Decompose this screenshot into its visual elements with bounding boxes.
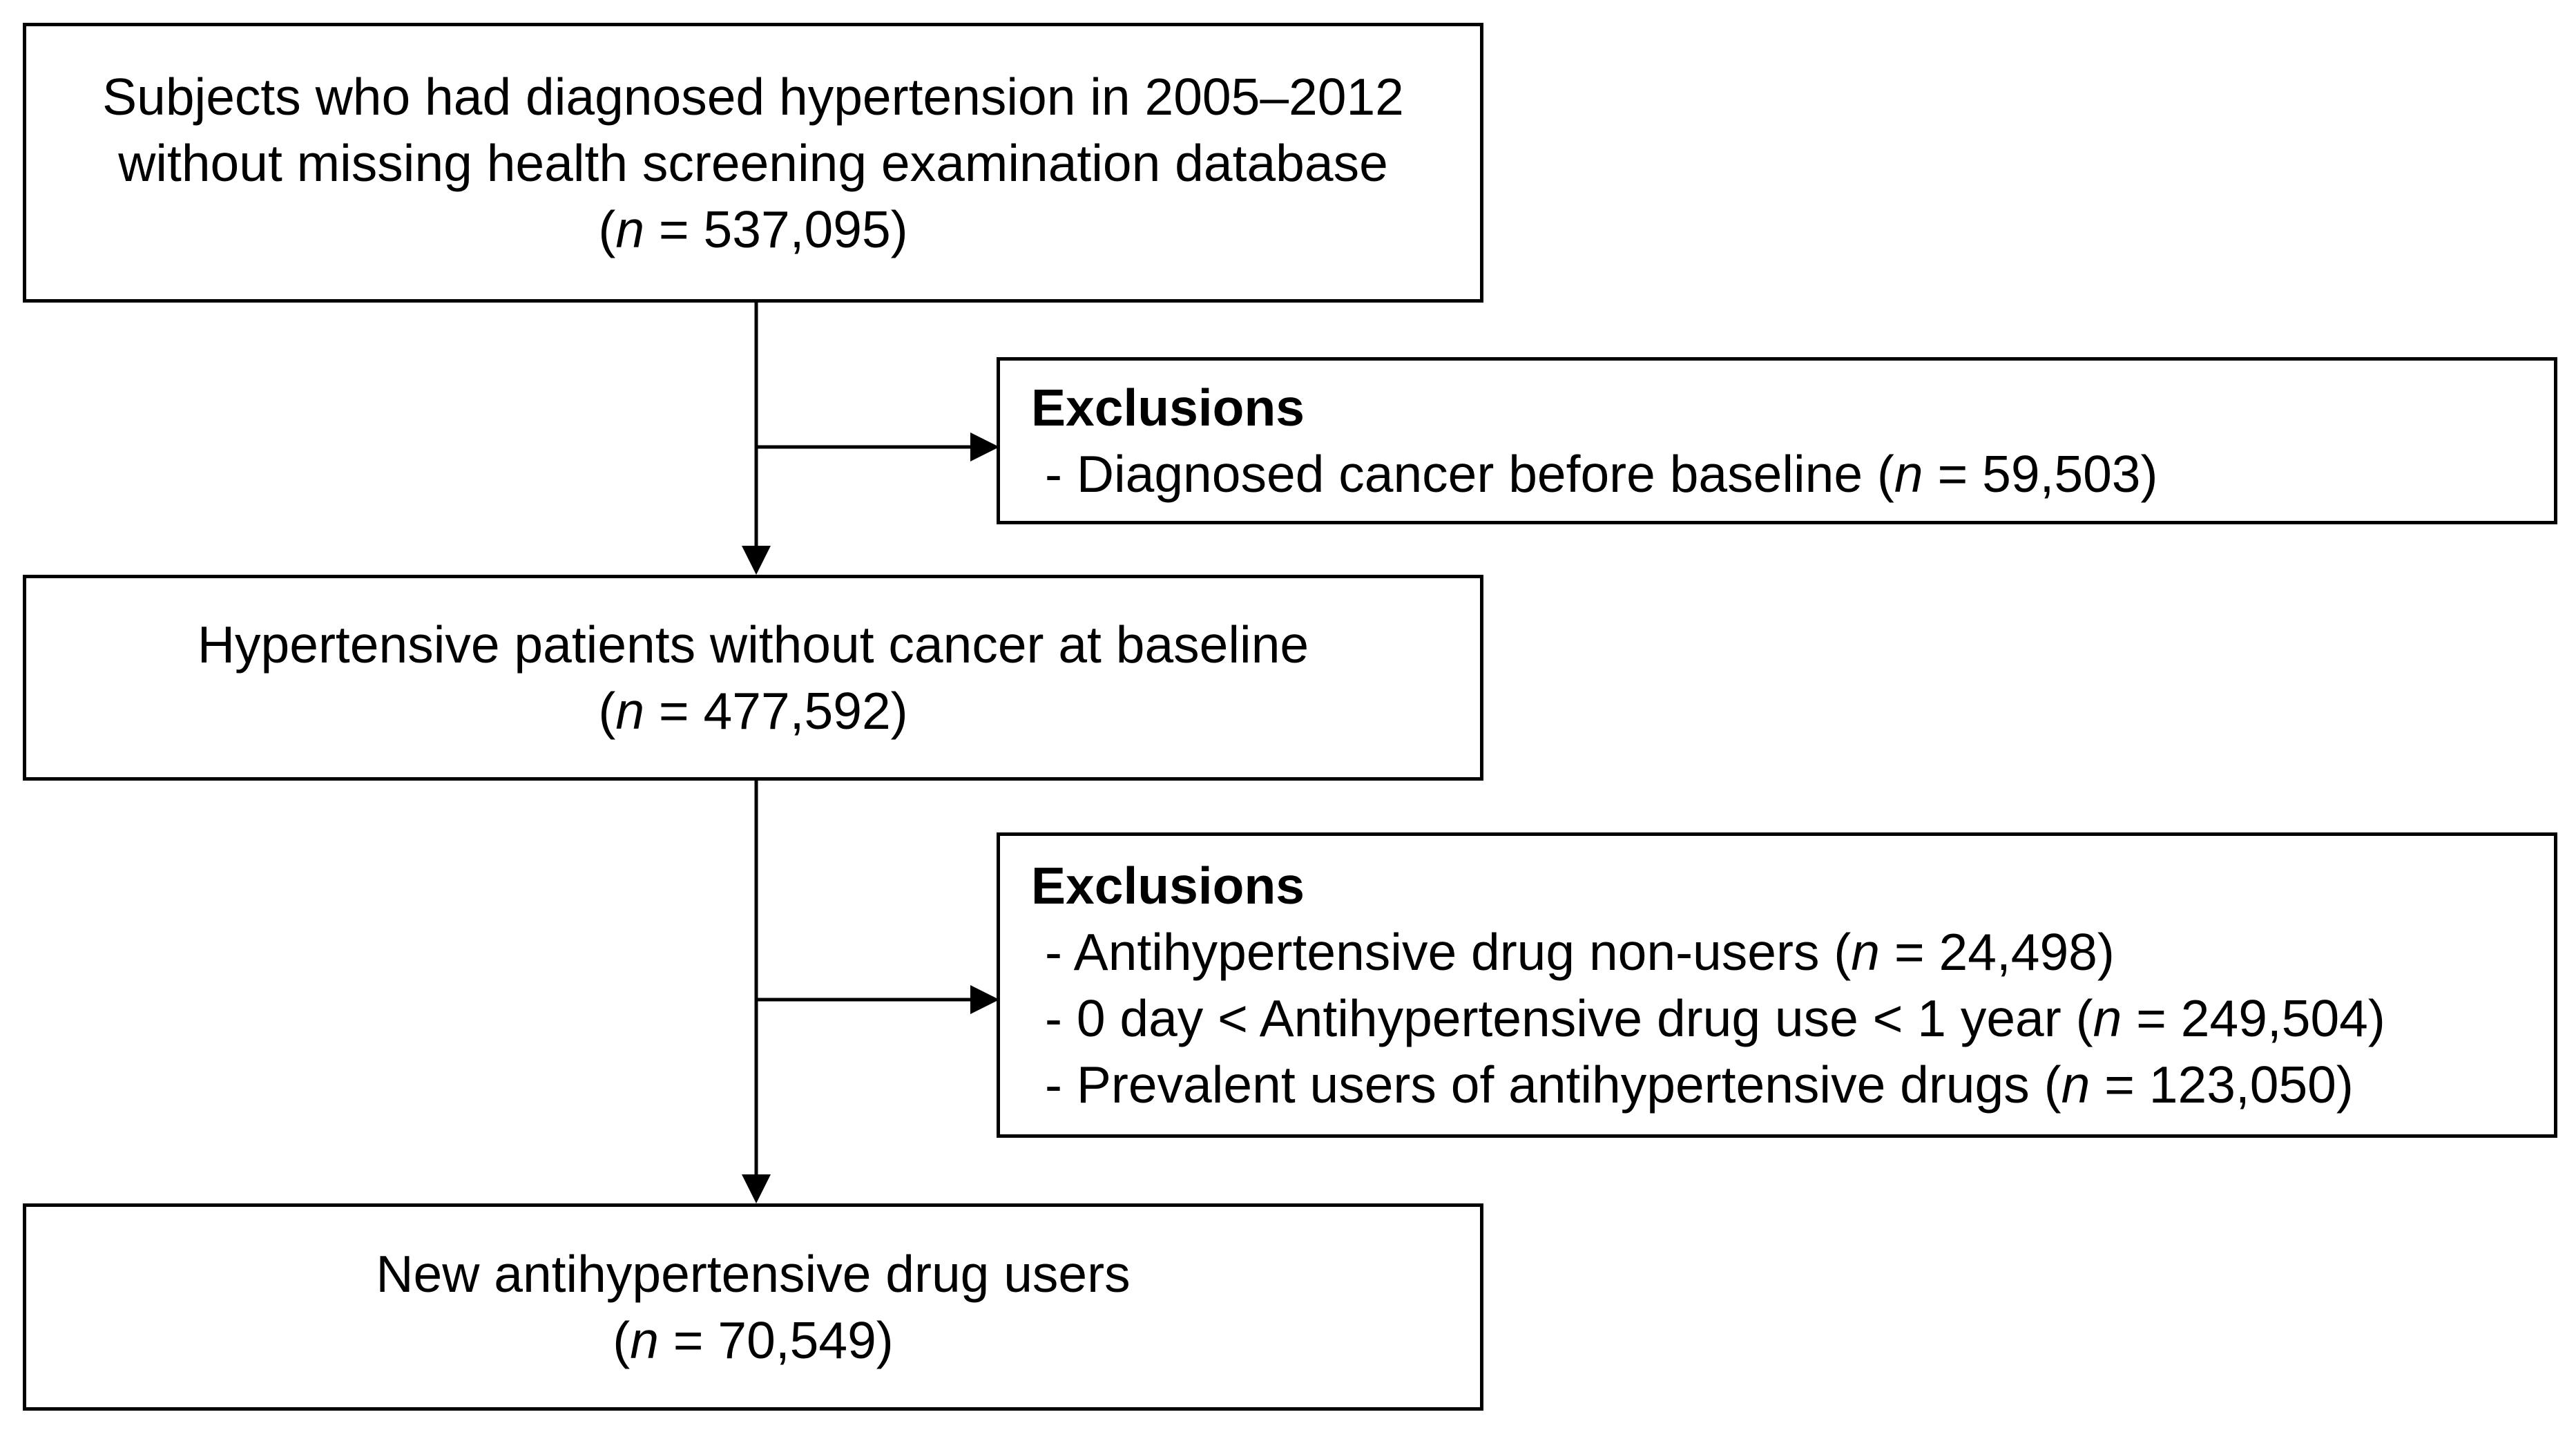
exclusion-2-item-3: - Prevalent users of antihypertensive drugs (n = 123,050) xyxy=(1045,1056,2354,1114)
exclusion-box-2 xyxy=(997,832,2557,1138)
no-cancer-box xyxy=(23,575,1483,781)
final-users-box xyxy=(23,1203,1483,1411)
initial-count: (n = 537,095) xyxy=(598,200,908,258)
final-line-1: New antihypertensive drug users xyxy=(376,1245,1131,1303)
exclusion-1-item: - Diagnosed cancer before baseline (n = 59,503) xyxy=(1045,445,2158,503)
no-cancer-count: (n = 477,592) xyxy=(598,682,908,740)
initial-subjects-box xyxy=(23,23,1483,303)
arrowhead-down-1 xyxy=(742,546,771,575)
arrowhead-down-2 xyxy=(742,1174,771,1203)
initial-line-1: Subjects who had diagnosed hypertension in 2005–2012 xyxy=(102,67,1404,126)
arrowhead-right-2 xyxy=(970,985,999,1014)
final-count: (n = 70,549) xyxy=(613,1311,894,1369)
exclusion-2-item-2: - 0 day < Antihypertensive drug use < 1 year (n = 249,504) xyxy=(1045,989,2385,1047)
exclusion-1-title: Exclusions xyxy=(1031,379,1305,437)
exclusion-2-title: Exclusions xyxy=(1031,857,1305,915)
no-cancer-line-1: Hypertensive patients without cancer at baseline xyxy=(197,616,1309,674)
initial-line-2: without missing health screening examination database xyxy=(118,133,1388,192)
exclusion-2-item-1: - Antihypertensive drug non-users (n = 24,498) xyxy=(1045,923,2115,981)
arrowhead-right-1 xyxy=(970,432,999,461)
exclusion-box-1 xyxy=(997,357,2557,524)
